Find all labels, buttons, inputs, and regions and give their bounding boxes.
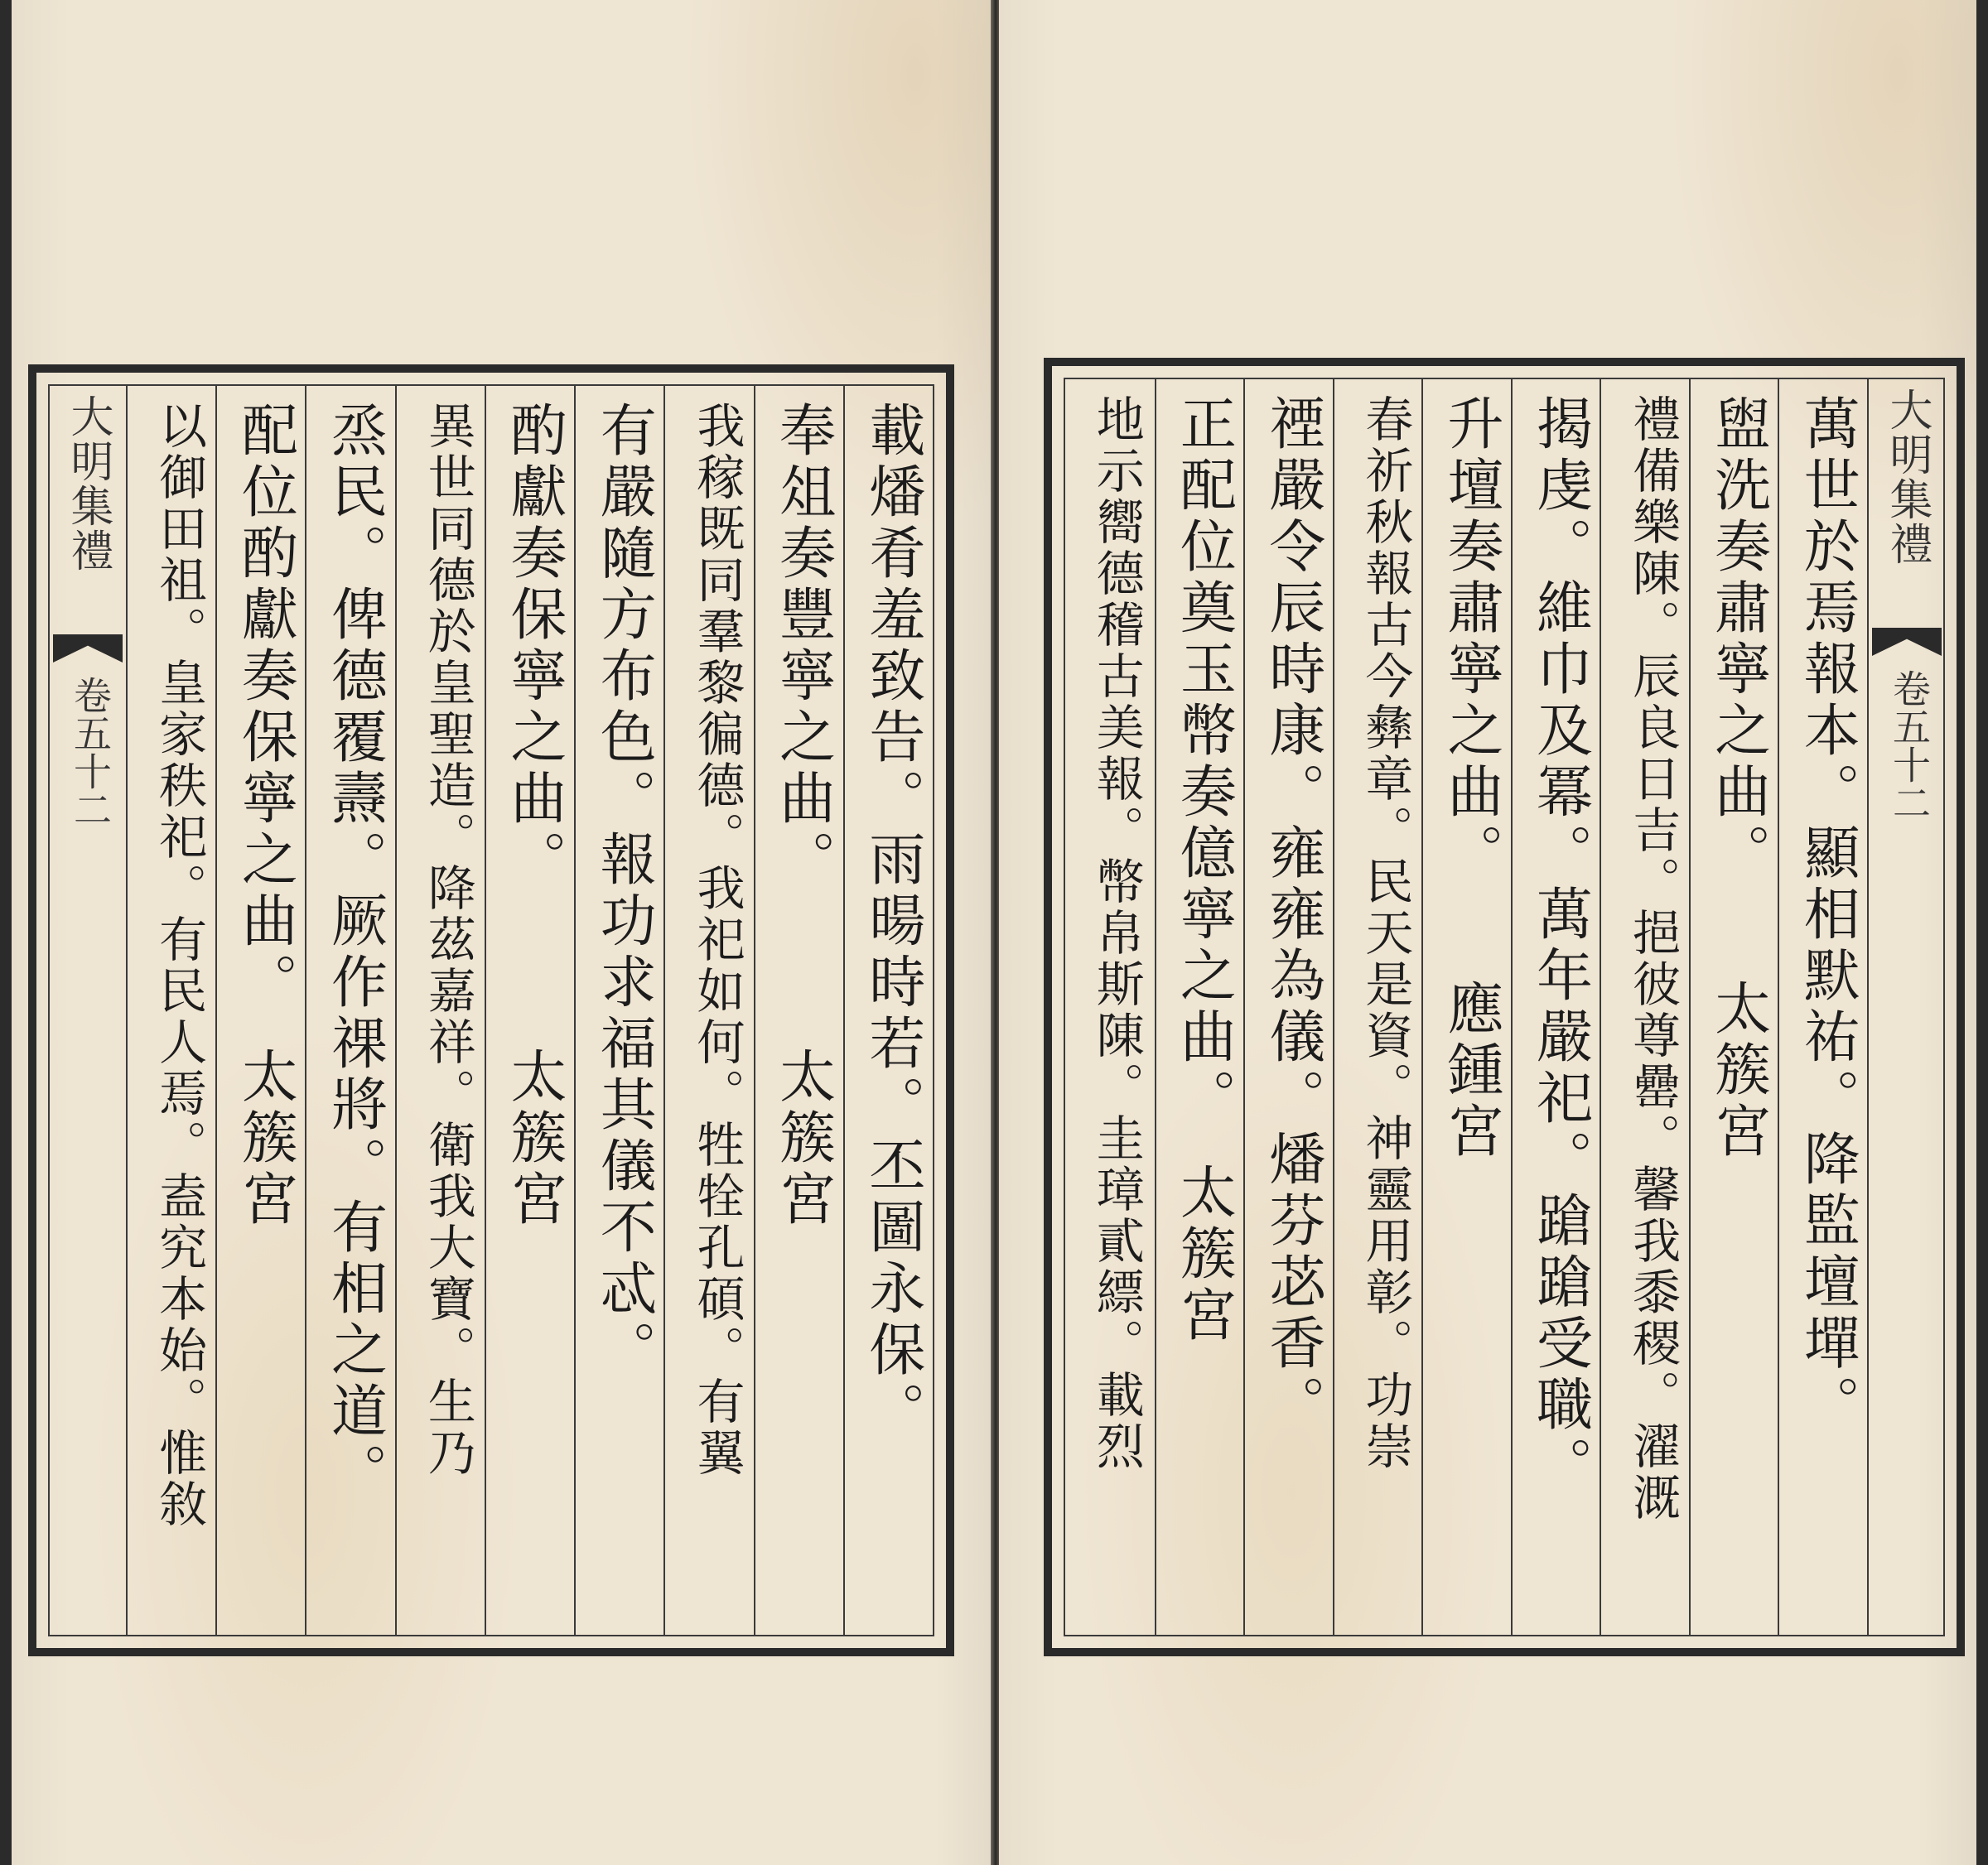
text-column xyxy=(395,386,486,1635)
fish-tail-mark xyxy=(1872,628,1942,656)
text-column xyxy=(1778,379,1869,1635)
column-text: 盥洗奏肅寧之曲。 太簇宮 xyxy=(1705,394,1771,1163)
column-text: 配位酌獻奏保寧之曲。 太簇宮 xyxy=(232,401,298,1231)
banxin-juan-number: 卷五十二 xyxy=(1887,669,1932,822)
banxin-column xyxy=(50,386,128,1635)
text-column xyxy=(1155,379,1246,1635)
text-column xyxy=(1600,379,1691,1635)
fish-tail-mark xyxy=(53,634,123,663)
text-column xyxy=(126,386,217,1635)
column-text: 我稼既同羣黎徧德。我祀如何。牲牷孔碩。有翼 xyxy=(688,401,746,1479)
column-text: 揭虔。維巾及冪。萬年嚴祀。蹌蹌受職。 xyxy=(1527,394,1593,1497)
column-text: 載燔肴羞致告。雨暘時若。丕圖永保。 xyxy=(859,401,925,1443)
text-column xyxy=(843,386,934,1635)
column-text: 萬世於焉報本。顯相默祐。降監壇墠。 xyxy=(1794,394,1860,1436)
column-text: 地示嚮德稽古美報。幣帛斯陳。圭璋貳縹。載烈 xyxy=(1088,394,1145,1472)
column-text: 正配位奠玉幣奏億寧之曲。 太簇宮 xyxy=(1170,394,1237,1347)
text-column xyxy=(305,386,396,1635)
banxin-column xyxy=(1867,379,1945,1635)
right-page-frame xyxy=(1044,358,1965,1656)
text-column xyxy=(754,386,845,1635)
column-text: 禋嚴令辰時康。雍雍為儀。燔芬苾香。 xyxy=(1259,394,1325,1436)
column-text: 奉俎奏豐寧之曲。 太簇宮 xyxy=(770,401,836,1231)
left-page xyxy=(12,0,994,1865)
column-text: 禮備樂陳。辰良日吉。挹彼尊罍。馨我黍稷。濯溉 xyxy=(1624,394,1682,1524)
text-column xyxy=(1511,379,1602,1635)
text-column xyxy=(1243,379,1334,1635)
column-text: 烝民。俾德覆燾。厥作祼將。有相之道。 xyxy=(321,401,388,1504)
column-text: 升壇奏肅寧之曲。 應鍾宮 xyxy=(1437,394,1503,1163)
column-text: 有嚴隨方布色。報功求福其儀不忒。 xyxy=(591,401,657,1381)
banxin-juan-number: 卷五十二 xyxy=(68,676,113,828)
text-column xyxy=(574,386,665,1635)
text-column xyxy=(663,386,755,1635)
text-column xyxy=(215,386,306,1635)
left-page-grid xyxy=(48,384,934,1636)
text-column xyxy=(1421,379,1513,1635)
text-column xyxy=(1065,379,1155,1635)
text-column xyxy=(1689,379,1780,1635)
right-page xyxy=(999,0,1976,1865)
column-text: 異世同德於皇聖造。降茲嘉祥。衛我大寶。生乃 xyxy=(419,401,476,1479)
right-page-grid xyxy=(1064,378,1945,1636)
banxin-title: 大明集禮 xyxy=(1882,388,1932,566)
text-column xyxy=(1333,379,1424,1635)
left-page-frame xyxy=(28,364,954,1656)
column-text: 酌獻奏保寧之曲。 太簇宮 xyxy=(500,401,567,1231)
column-text: 春祈秋報古今彝章。民天是資。神靈用彰。功崇 xyxy=(1357,394,1414,1472)
column-text: 以御田祖。皇家秩祀。有民人焉。盍究本始。惟敘 xyxy=(151,401,208,1530)
banxin-title: 大明集禮 xyxy=(63,394,113,573)
text-column xyxy=(485,386,576,1635)
